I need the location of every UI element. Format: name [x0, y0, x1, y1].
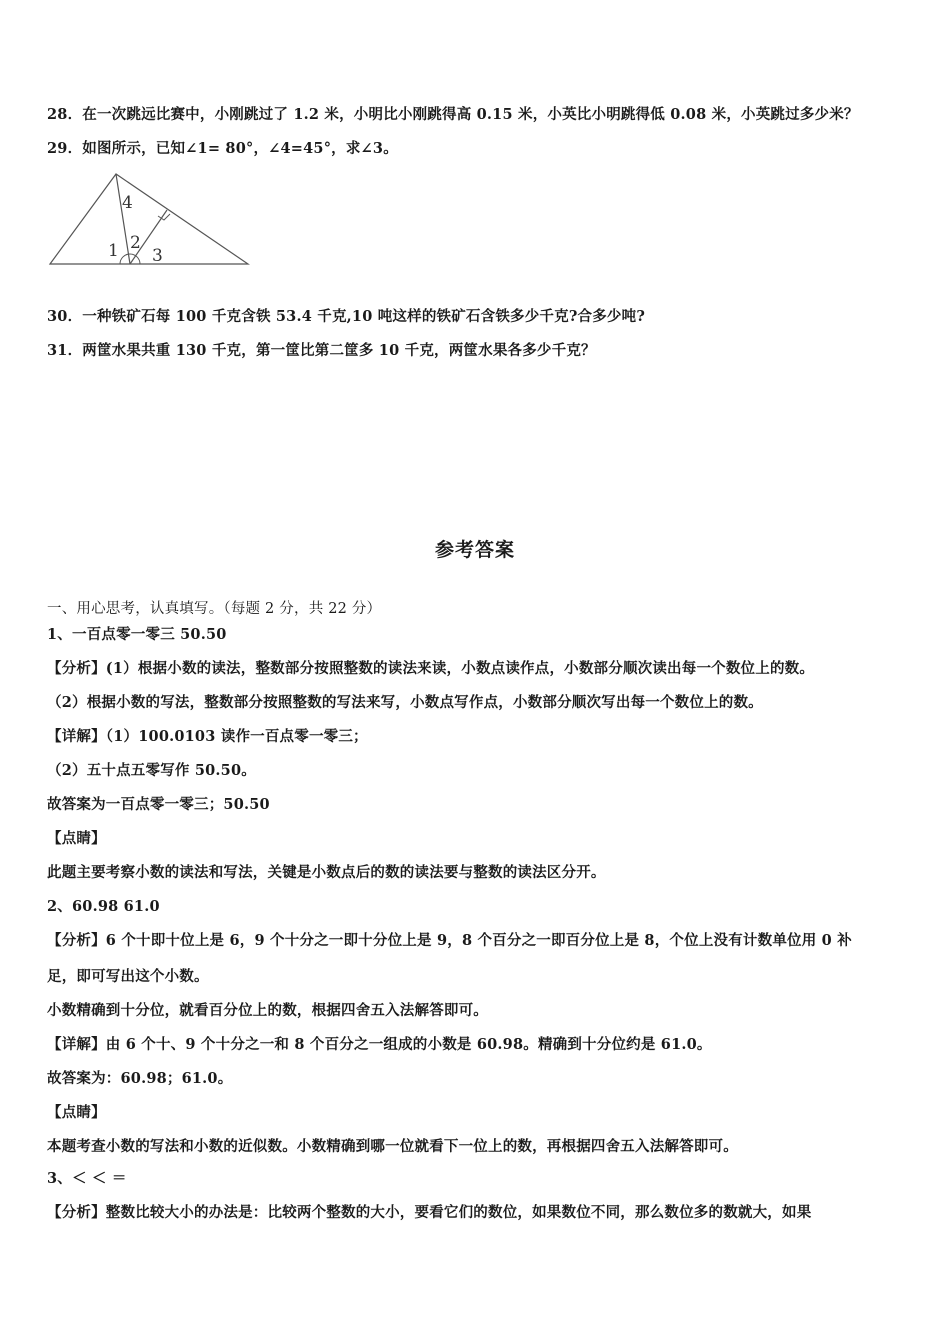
answer-2-analysis-2: 足，即可写出这个小数。 — [47, 968, 209, 985]
triangle-outline — [50, 174, 248, 264]
answer-2-analysis-1: 【分析】6 个十即十位上是 6，9 个十分之一即十分位上是 9，8 个百分之一即百分位上是 8，个位上没有计数单位用 0 补 — [47, 932, 852, 949]
answer-2-comment: 本题考查小数的写法和小数的近似数。小数精确到哪一位就看下一位上的数，再根据四舍五入法解答即可。 — [47, 1138, 738, 1155]
angle-label-4: 4 — [122, 193, 133, 213]
answer-2-comment-label: 【点睛】 — [47, 1104, 106, 1121]
answer-2-analysis-3: 小数精确到十分位，就看百分位上的数，根据四舍五入法解答即可。 — [47, 1002, 488, 1019]
answers-title: 参考答案 — [434, 539, 515, 561]
section-1-heading: 一、用心思考，认真填写。（每题 2 分，共 22 分） — [47, 601, 382, 617]
answer-1-comment-label: 【点睛】 — [47, 830, 106, 847]
answer-1-detail-1: 【详解】（1）100.0103 读作一百点零一零三； — [47, 728, 368, 745]
answer-2-header: 2、60.98 61.0 — [47, 898, 160, 915]
question-30: 30．一种铁矿石每 100 千克含铁 53.4 千克,10 吨这样的铁矿石含铁多少千克?合多少吨? — [47, 308, 646, 325]
question-29: 29．如图所示，已知∠1= 80°，∠4=45°，求∠3。 — [47, 140, 398, 157]
answer-1-analysis-2: （2）根据小数的写法，整数部分按照整数的写法来写，小数点写作点，小数部分顺次写出每一个数位上的数。 — [47, 694, 763, 711]
answer-1-header: 1、一百点零一零三 50.50 — [47, 626, 227, 643]
triangle-diagram — [46, 170, 252, 270]
answer-3-analysis-1: 【分析】整数比较大小的办法是：比较两个整数的大小，要看它们的数位，如果数位不同，那么数位多的数就大，如果 — [47, 1204, 812, 1221]
question-28: 28．在一次跳远比赛中，小刚跳过了 1.2 米，小明比小刚跳得高 0.15 米，小英比小明跳得低 0.08 米，小英跳过多少米？ — [47, 106, 859, 123]
answer-2-final: 故答案为：60.98；61.0。 — [47, 1070, 233, 1087]
answer-3-header: 3、＜ ＜ ＝ — [47, 1170, 127, 1187]
answer-1-detail-2: （2）五十点五零写作 50.50。 — [47, 762, 256, 779]
angle-label-3: 3 — [152, 246, 163, 266]
question-31: 31．两筐水果共重 130 千克，第一筐比第二筐多 10 千克，两筐水果各多少千克？ — [47, 342, 596, 359]
answer-2-detail: 【详解】由 6 个十、9 个十分之一和 8 个百分之一组成的小数是 60.98。精确到十分位约是 61.0。 — [47, 1036, 712, 1053]
triangle-figure — [46, 170, 252, 270]
answer-1-analysis-1: 【分析】(1）根据小数的读法，整数部分按照整数的读法来读，小数点读作点，小数部分顺次读出每一个数位上的数。 — [47, 660, 815, 677]
angle-label-2: 2 — [130, 233, 141, 253]
answer-1-comment: 此题主要考察小数的读法和写法，关键是小数点后的数的读法要与整数的读法区分开。 — [47, 864, 606, 881]
answer-1-final: 故答案为一百点零一零三；50.50 — [47, 796, 270, 813]
angle-label-1: 1 — [108, 241, 119, 261]
